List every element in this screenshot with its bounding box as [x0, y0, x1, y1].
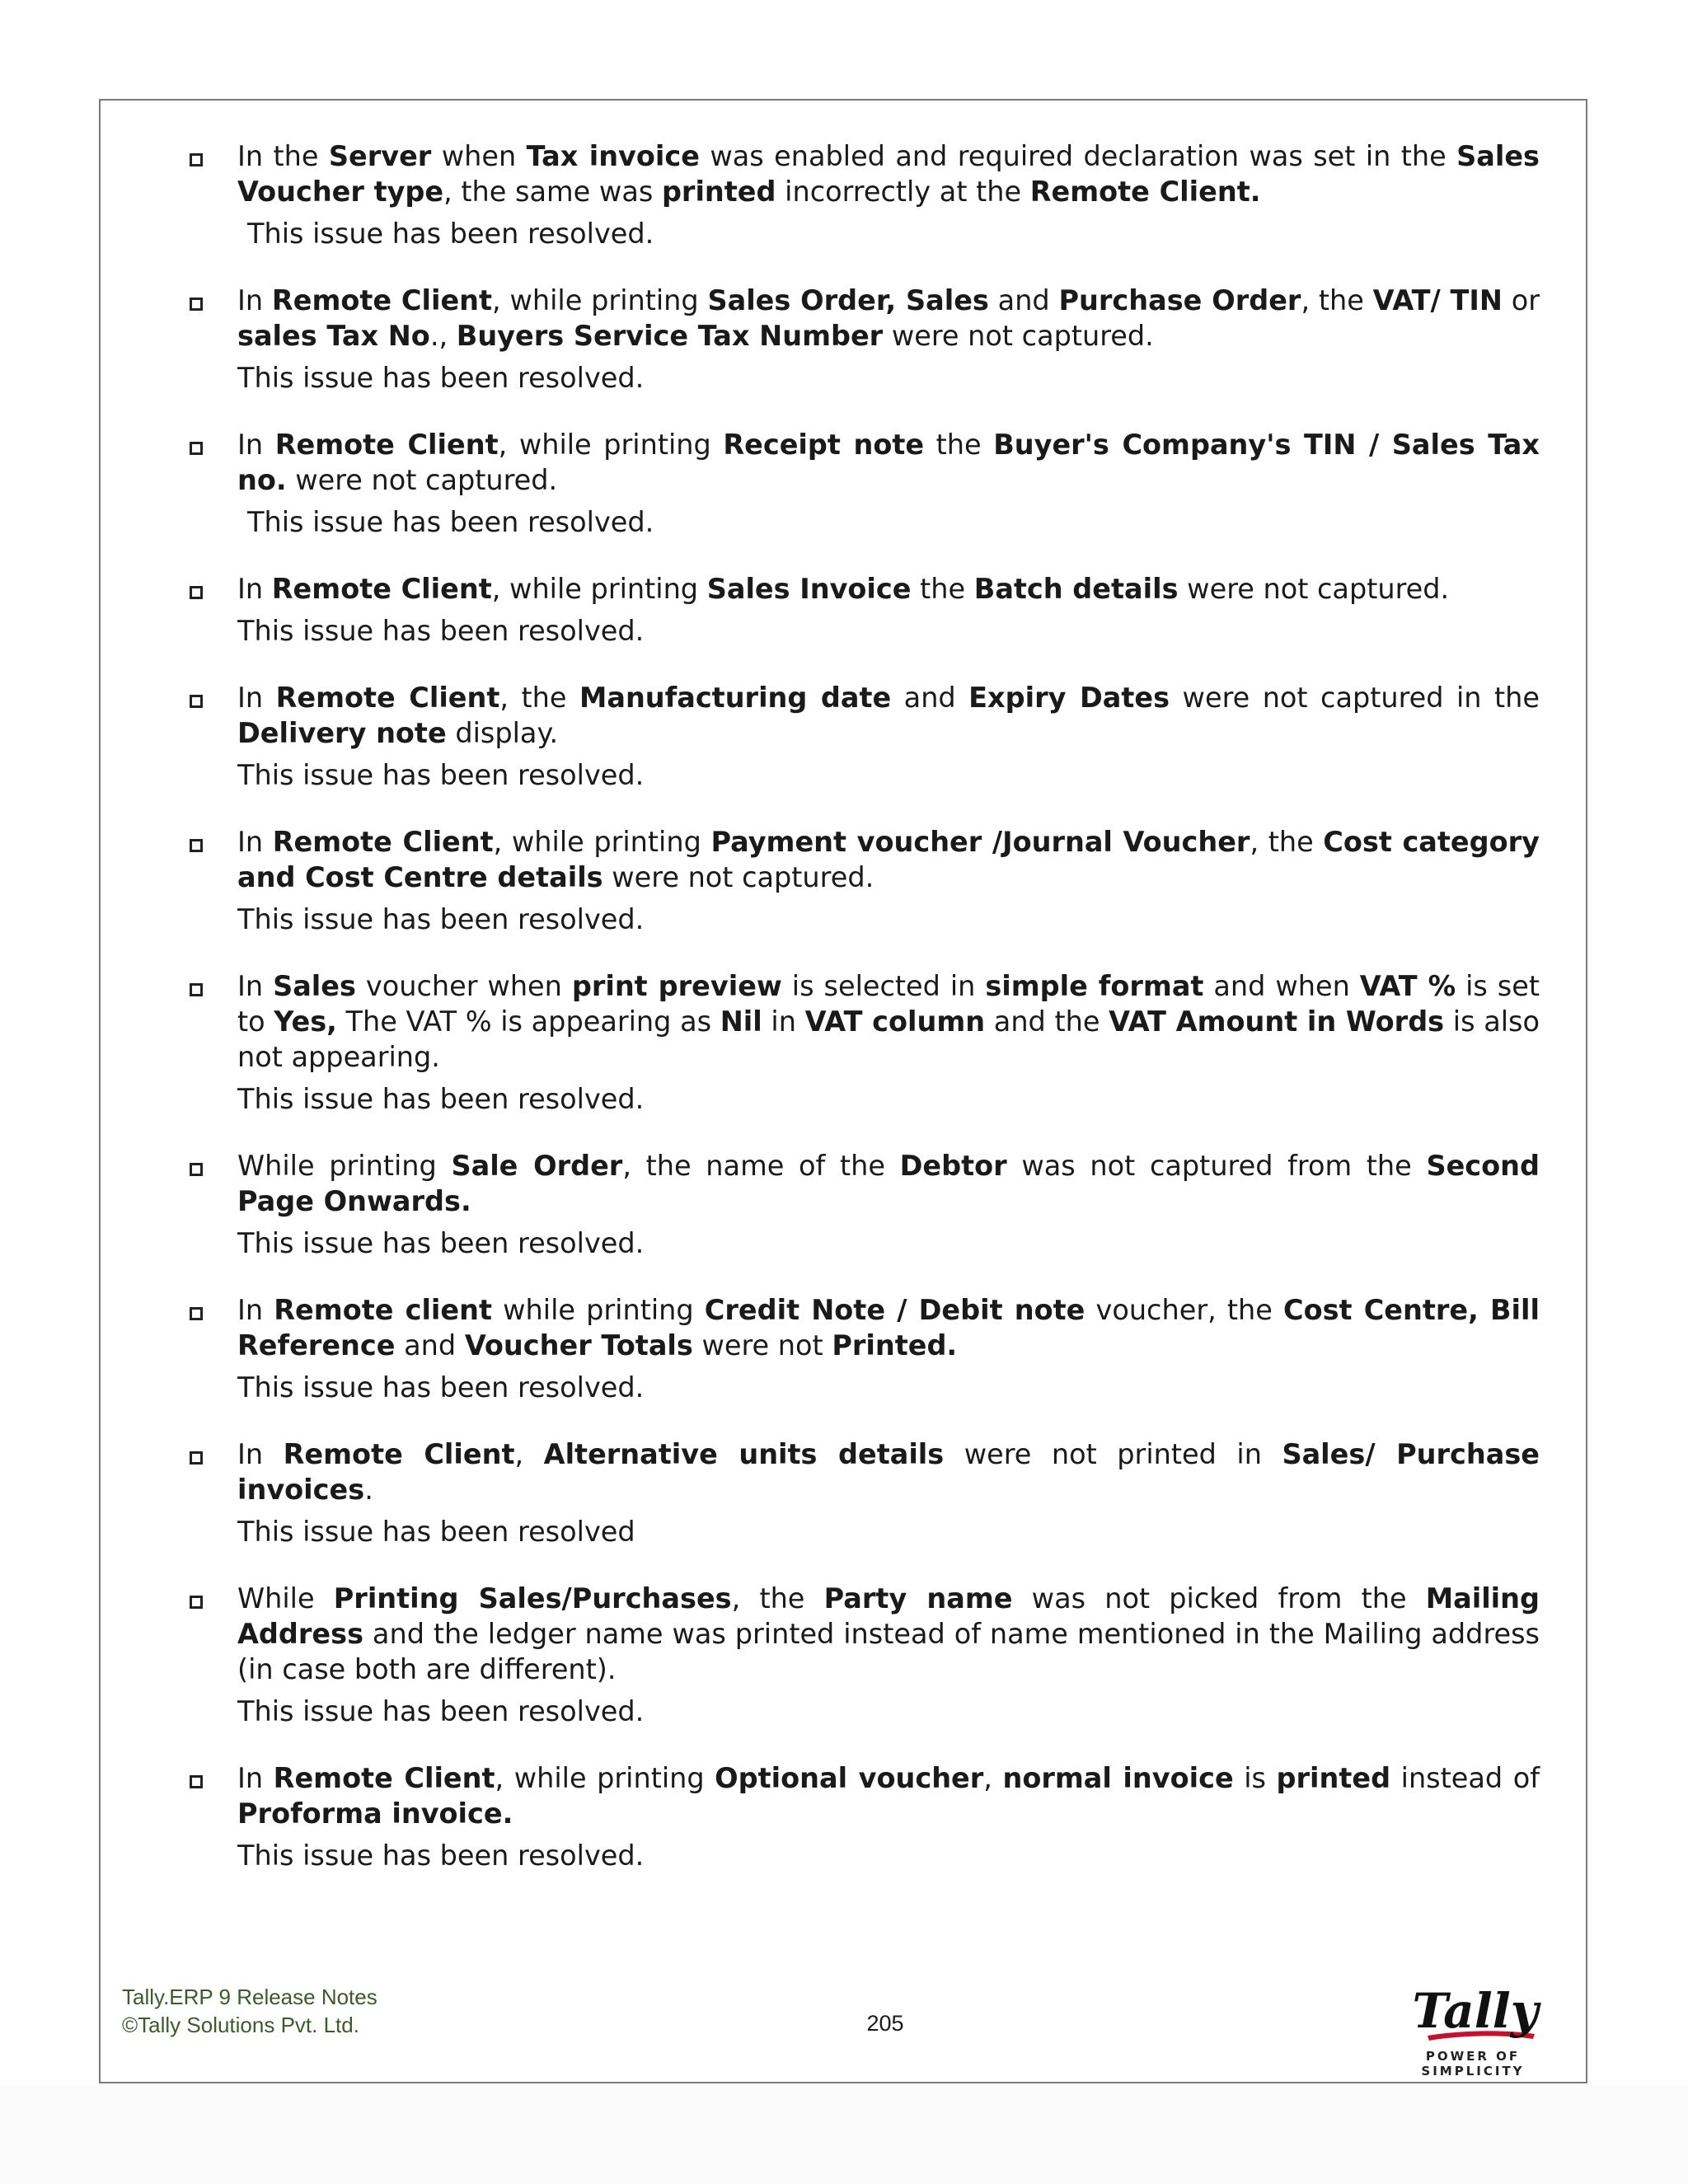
issue-description: [237, 571, 1540, 607]
bold-term: Remote Client: [271, 573, 492, 605]
resolution-note: This issue has been resolved: [237, 1516, 635, 1548]
bold-term: normal invoice: [1002, 1762, 1234, 1794]
text-run: In: [237, 429, 275, 461]
text-run: While printing: [237, 1150, 452, 1182]
square-bullet-icon: [190, 298, 203, 311]
issue-description: [237, 1581, 1540, 1687]
issue-description: [237, 283, 1540, 354]
text-run: were not printed in: [944, 1438, 1282, 1470]
bold-term: Proforma invoice.: [237, 1797, 513, 1830]
bold-term: Credit Note / Debit note: [704, 1294, 1085, 1326]
text-run: , while printing: [491, 573, 707, 605]
page-number: 205: [866, 2011, 904, 2036]
bold-term: Payment voucher /Journal Voucher: [710, 826, 1250, 858]
resolution-note: This issue has been resolved.: [237, 1227, 645, 1259]
text-run: , while printing: [495, 1762, 715, 1794]
bold-term: Second Page Onwards.: [237, 1150, 1540, 1217]
bold-term: Remote Client: [274, 429, 499, 461]
square-bullet-icon: [190, 1451, 203, 1465]
bold-term: VAT Amount in Words: [1109, 1005, 1445, 1038]
text-run: in: [762, 1005, 805, 1038]
text-run: and: [891, 682, 969, 714]
issue-description: [237, 138, 1540, 209]
bold-term: Sales Voucher type: [237, 140, 1540, 208]
issue-description: [237, 1760, 1540, 1831]
square-bullet-icon: [190, 1596, 203, 1609]
resolution-note: This issue has been resolved.: [247, 506, 654, 538]
text-run: In the: [237, 140, 329, 172]
bold-term: Sale Order: [451, 1150, 623, 1182]
bold-term: VAT/ TIN: [1372, 284, 1503, 316]
bold-term: Tax invoice: [526, 140, 700, 172]
bold-term: Optional voucher: [715, 1762, 984, 1794]
resolution-note: This issue has been resolved.: [237, 1083, 645, 1115]
footer-copyright: ©Tally Solutions Pvt. Ltd.: [122, 2013, 359, 2037]
text-run: , the same was: [443, 176, 662, 208]
text-run: is set to: [237, 970, 1540, 1038]
bold-term: Delivery note: [237, 717, 447, 749]
issue-item: [190, 680, 1540, 793]
issue-item: [190, 1436, 1540, 1549]
text-run: , the: [1301, 284, 1373, 316]
resolution-note: This issue has been resolved.: [237, 903, 645, 935]
text-run: voucher, the: [1085, 1294, 1283, 1326]
text-run: and: [395, 1329, 465, 1361]
issue-item: [190, 427, 1540, 540]
text-run: The VAT % is appearing as: [336, 1005, 720, 1038]
text-run: , while printing: [493, 826, 711, 858]
bold-term: print preview: [571, 970, 782, 1002]
text-run: the: [924, 429, 994, 461]
text-run: and when: [1203, 970, 1360, 1002]
issue-item: [190, 1292, 1540, 1405]
bold-term: Voucher Totals: [464, 1329, 693, 1361]
bold-term: Remote Client.: [1029, 176, 1261, 208]
bold-term: Buyers Service Tax Number: [456, 320, 884, 352]
issue-description: [237, 680, 1540, 751]
text-run: is also not appearing.: [237, 1005, 1540, 1073]
text-run: were not captured.: [603, 861, 874, 893]
text-run: ,: [983, 1762, 1003, 1794]
bold-term: simple format: [985, 970, 1204, 1002]
text-run: In: [237, 1762, 274, 1794]
text-run: .,: [429, 320, 457, 352]
issue-description: [237, 824, 1540, 895]
issue-description: [237, 1436, 1540, 1507]
text-run: were not captured.: [286, 464, 558, 496]
text-run: .: [364, 1474, 373, 1506]
bold-term: Cost Centre, Bill Reference: [237, 1294, 1540, 1361]
bold-term: Remote Client: [272, 826, 494, 858]
issue-item: [190, 283, 1540, 396]
bold-term: Remote Client: [273, 1762, 495, 1794]
bold-term: Mailing Address: [237, 1582, 1540, 1650]
square-bullet-icon: [190, 695, 203, 708]
text-run: instead of: [1390, 1762, 1540, 1794]
bold-term: Remote Client: [271, 284, 493, 316]
bold-term: Manufacturing date: [579, 682, 892, 714]
bold-term: Remote Client: [275, 682, 500, 714]
text-run: In: [237, 284, 272, 316]
text-run: In: [237, 1294, 274, 1326]
bold-term: Debtor: [899, 1150, 1007, 1182]
square-bullet-icon: [190, 1775, 203, 1788]
bold-term: sales Tax No: [237, 320, 430, 352]
text-run: In: [237, 682, 276, 714]
text-run: While: [237, 1582, 334, 1615]
text-run: was not captured from the: [1006, 1150, 1427, 1182]
bold-term: Buyer's Company's TIN / Sales Tax no.: [237, 429, 1540, 496]
bold-term: Cost category and Cost Centre details: [237, 826, 1540, 893]
square-bullet-icon: [190, 1163, 203, 1176]
bold-term: printed: [661, 176, 776, 208]
bold-term: Remote client: [274, 1294, 492, 1326]
resolution-note: This issue has been resolved.: [237, 362, 645, 394]
bold-term: Printed.: [832, 1329, 958, 1361]
square-bullet-icon: [190, 1307, 203, 1320]
issue-item: [190, 1760, 1540, 1873]
bold-term: printed: [1276, 1762, 1391, 1794]
resolution-note: This issue has been resolved.: [237, 615, 645, 647]
text-run: were not captured.: [1178, 573, 1450, 605]
text-run: was not picked from the: [1012, 1582, 1426, 1615]
text-run: and the ledger name was printed instead of name mentioned in the Mailing address (in case both are different).: [237, 1618, 1540, 1685]
text-run: and: [988, 284, 1059, 316]
bold-term: Expiry Dates: [968, 682, 1170, 714]
bold-term: Sales/ Purchase invoices: [237, 1438, 1540, 1506]
logo-wordmark: Tally: [1412, 1983, 1539, 2039]
text-run: , the name of the: [622, 1150, 900, 1182]
bold-term: Receipt note: [723, 429, 925, 461]
text-run: is selected in: [781, 970, 986, 1002]
text-run: and the: [985, 1005, 1109, 1038]
issue-item: [190, 571, 1540, 649]
bold-term: Remote Client: [283, 1438, 515, 1470]
bold-term: Sales: [273, 970, 356, 1002]
text-run: ,: [514, 1438, 544, 1470]
resolution-note: This issue has been resolved.: [237, 1695, 645, 1727]
issue-description: [237, 427, 1540, 498]
text-run: or: [1502, 284, 1540, 316]
resolution-note: This issue has been resolved.: [237, 1840, 645, 1872]
square-bullet-icon: [190, 983, 203, 996]
issue-item: [190, 824, 1540, 937]
issue-item: [190, 968, 1540, 1117]
text-run: In: [237, 1438, 284, 1470]
text-run: , the: [1250, 826, 1324, 858]
bold-term: Purchase Order: [1058, 284, 1301, 316]
text-run: display.: [446, 717, 559, 749]
bold-term: Batch details: [973, 573, 1179, 605]
bold-term: Yes,: [274, 1005, 337, 1038]
page-margin: [0, 2085, 1688, 2184]
bold-term: Sales Invoice: [706, 573, 912, 605]
text-run: In: [237, 826, 273, 858]
bold-term: Printing Sales/Purchases: [333, 1582, 732, 1615]
bold-term: Sales Order, Sales: [707, 284, 989, 316]
text-run: , while printing: [498, 429, 724, 461]
issue-description: [237, 968, 1540, 1075]
issue-list: [190, 138, 1540, 1905]
bold-term: VAT column: [804, 1005, 986, 1038]
issue-item: [190, 138, 1540, 251]
text-run: were not captured.: [883, 320, 1154, 352]
resolution-note: This issue has been resolved.: [247, 218, 654, 250]
resolution-note: This issue has been resolved.: [237, 759, 645, 791]
square-bullet-icon: [190, 586, 203, 599]
bold-term: VAT %: [1359, 970, 1456, 1002]
square-bullet-icon: [190, 839, 203, 852]
square-bullet-icon: [190, 153, 203, 166]
text-run: while printing: [492, 1294, 705, 1326]
text-run: was enabled and required declaration was set in the: [699, 140, 1457, 172]
text-run: were not captured in the: [1170, 682, 1540, 714]
bold-term: Server: [328, 140, 432, 172]
text-run: In: [237, 970, 274, 1002]
text-run: , while printing: [492, 284, 708, 316]
issue-description: [237, 1292, 1540, 1363]
text-run: the: [911, 573, 974, 605]
footer-product: Tally.ERP 9 Release Notes: [122, 1985, 377, 2009]
resolution-note: This issue has been resolved.: [237, 1371, 645, 1404]
text-run: In: [237, 573, 272, 605]
square-bullet-icon: [190, 442, 203, 455]
tally-logo-mark: [1378, 1980, 1568, 2049]
text-run: incorrectly at the: [776, 176, 1030, 208]
issue-item: [190, 1148, 1540, 1261]
text-run: , the: [731, 1582, 824, 1615]
logo-tagline: POWER OF SIMPLICITY: [1421, 2049, 1525, 2079]
tally-logo: [1378, 1980, 1568, 2079]
text-run: , the: [499, 682, 579, 714]
text-run: is: [1233, 1762, 1277, 1794]
issue-description: [237, 1148, 1540, 1219]
text-run: were not: [692, 1329, 832, 1361]
text-run: voucher when: [355, 970, 572, 1002]
text-run: when: [431, 140, 527, 172]
bold-term: Party name: [823, 1582, 1013, 1615]
bold-term: Alternative units details: [543, 1438, 945, 1470]
issue-item: [190, 1581, 1540, 1729]
footer-left: [122, 1983, 377, 2039]
bold-term: Nil: [720, 1005, 762, 1038]
